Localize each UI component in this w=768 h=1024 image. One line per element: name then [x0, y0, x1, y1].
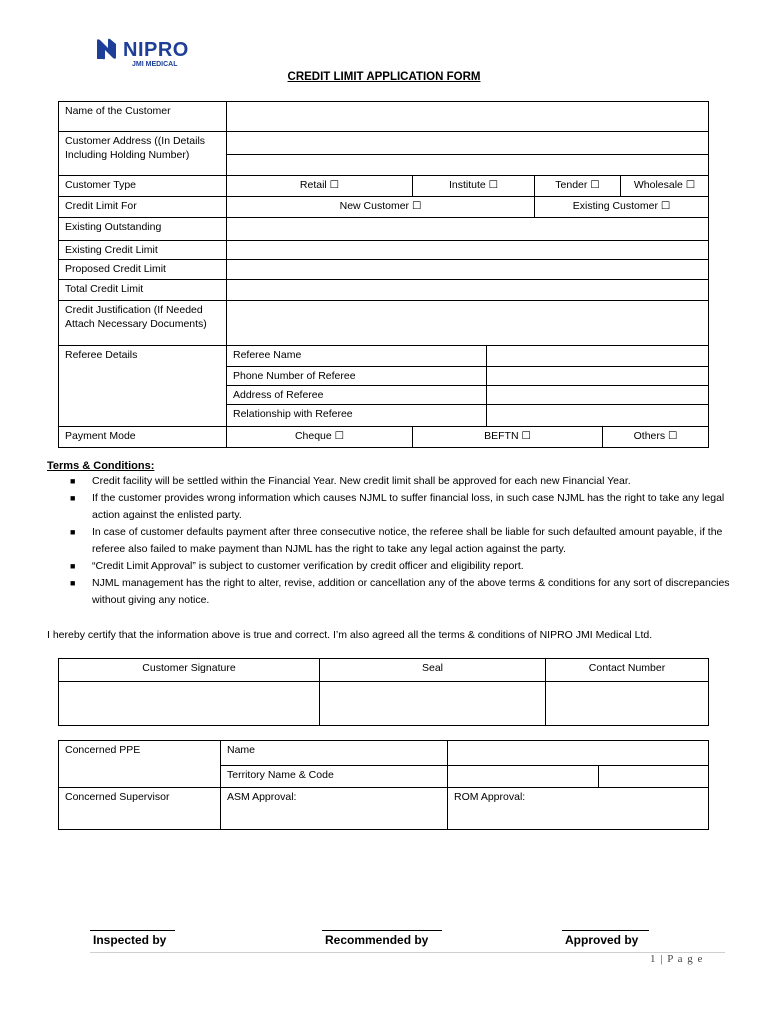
list-item: ■ In case of customer defaults payment after three consecutive notice, the referee shall be liable for such defaulted amount payable, if the referee also failed to make payment than NJML has the right to take any legal action against the party.: [70, 526, 723, 555]
certification-statement: I hereby certify that the information above is true and correct. I’m also agreed all the terms & conditions of NIPRO JMI Medical Ltd.: [47, 629, 653, 641]
payment-cheque-checkbox[interactable]: Cheque ☐: [227, 427, 413, 448]
referee-phone-label: Phone Number of Referee: [227, 367, 487, 386]
bullet-icon: ■: [70, 527, 76, 537]
referee-name-label: Referee Name: [227, 346, 487, 367]
footer-divider: [90, 952, 725, 953]
payment-beftn-checkbox[interactable]: BEFTN ☐: [413, 427, 603, 448]
rom-approval-field[interactable]: ROM Approval:: [448, 788, 709, 830]
referee-name-field[interactable]: [487, 346, 709, 367]
existing-customer-checkbox[interactable]: Existing Customer ☐: [535, 197, 709, 218]
seal-header: Seal: [320, 659, 546, 682]
customer-address-label: Customer Address ((In Details Including Holding Number): [59, 132, 227, 176]
customer-name-label: Name of the Customer: [59, 102, 227, 132]
referee-address-label: Address of Referee: [227, 386, 487, 405]
ppe-name-field[interactable]: [448, 741, 709, 766]
list-item: ■ If the customer provides wrong information which causes NJML to suffer financial loss, in such case NJML has the right to take any legal action against the enlisted party.: [70, 492, 725, 521]
referee-relationship-label: Relationship with Referee: [227, 405, 487, 427]
company-logo: [95, 37, 205, 73]
total-credit-limit-label: Total Credit Limit: [59, 280, 227, 301]
bullet-icon: ■: [70, 561, 76, 571]
total-credit-limit-field[interactable]: [227, 280, 709, 301]
inspected-by-label: Inspected by: [93, 933, 167, 947]
customer-type-label: Customer Type: [59, 176, 227, 197]
customer-signature-header: Customer Signature: [59, 659, 320, 682]
proposed-credit-limit-field[interactable]: [227, 260, 709, 280]
customer-signature-field[interactable]: [59, 682, 320, 726]
recommended-by-line: [322, 930, 442, 931]
approved-by-line: [562, 930, 649, 931]
referee-details-label: Referee Details: [59, 346, 227, 427]
proposed-credit-limit-label: Proposed Credit Limit: [59, 260, 227, 280]
ppe-name-label: Name: [221, 741, 448, 766]
bullet-icon: ■: [70, 578, 76, 588]
customer-type-tender-checkbox[interactable]: Tender ☐: [535, 176, 621, 197]
referee-phone-field[interactable]: [487, 367, 709, 386]
customer-name-field[interactable]: [227, 102, 709, 132]
customer-address-field-2[interactable]: [227, 155, 709, 176]
contact-number-field[interactable]: [546, 682, 709, 726]
new-customer-checkbox[interactable]: New Customer ☐: [227, 197, 535, 218]
bullet-icon: ■: [70, 476, 76, 486]
territory-label: Territory Name & Code: [221, 766, 448, 788]
bullet-icon: ■: [70, 493, 76, 503]
signature-table: [58, 658, 709, 726]
existing-outstanding-label: Existing Outstanding: [59, 218, 227, 241]
existing-outstanding-field[interactable]: [227, 218, 709, 241]
logo-name: NIPRO: [123, 39, 189, 61]
page-number: 1 | P a g e: [650, 953, 704, 965]
customer-type-wholesale-checkbox[interactable]: Wholesale ☐: [621, 176, 709, 197]
concerned-ppe-label: Concerned PPE: [59, 741, 221, 788]
referee-relationship-field[interactable]: [487, 405, 709, 427]
list-item: ■ NJML management has the right to alter, revise, addition or cancellation any of the above terms & conditions for any sort of discrepancies without giving any notice.: [70, 577, 730, 606]
terms-heading: Terms & Conditions:: [47, 460, 155, 472]
nipro-logo-icon: [95, 37, 121, 61]
page-title: CREDIT LIMIT APPLICATION FORM: [287, 71, 481, 83]
territory-name-field[interactable]: [448, 766, 599, 788]
approved-by-label: Approved by: [565, 933, 639, 947]
concerned-supervisor-label: Concerned Supervisor: [59, 788, 221, 830]
seal-field[interactable]: [320, 682, 546, 726]
existing-credit-limit-label: Existing Credit Limit: [59, 241, 227, 260]
customer-type-retail-checkbox[interactable]: Retail ☐: [227, 176, 413, 197]
existing-credit-limit-field[interactable]: [227, 241, 709, 260]
list-item: ■ Credit facility will be settled within the Financial Year. New credit limit shall be approved for each new Financial Year.: [70, 473, 730, 490]
territory-code-field[interactable]: [599, 766, 709, 788]
inspected-by-line: [90, 930, 175, 931]
customer-type-institute-checkbox[interactable]: Institute ☐: [413, 176, 535, 197]
approval-table: [58, 740, 709, 830]
referee-address-field[interactable]: [487, 386, 709, 405]
terms-list: [70, 473, 730, 609]
asm-approval-field[interactable]: ASM Approval:: [221, 788, 448, 830]
customer-details-table: [58, 101, 709, 448]
customer-address-field-1[interactable]: [227, 132, 709, 155]
credit-justification-label: Credit Justification (If Needed Attach Necessary Documents): [59, 301, 227, 346]
contact-number-header: Contact Number: [546, 659, 709, 682]
logo-subtitle: JMI MEDICAL: [132, 61, 178, 68]
list-item: ■ “Credit Limit Approval” is subject to customer verification by credit officer and eligibility report.: [70, 558, 730, 575]
payment-mode-label: Payment Mode: [59, 427, 227, 448]
payment-others-checkbox[interactable]: Others ☐: [603, 427, 709, 448]
credit-justification-field[interactable]: [227, 301, 709, 346]
credit-limit-for-label: Credit Limit For: [59, 197, 227, 218]
recommended-by-label: Recommended by: [325, 933, 429, 947]
